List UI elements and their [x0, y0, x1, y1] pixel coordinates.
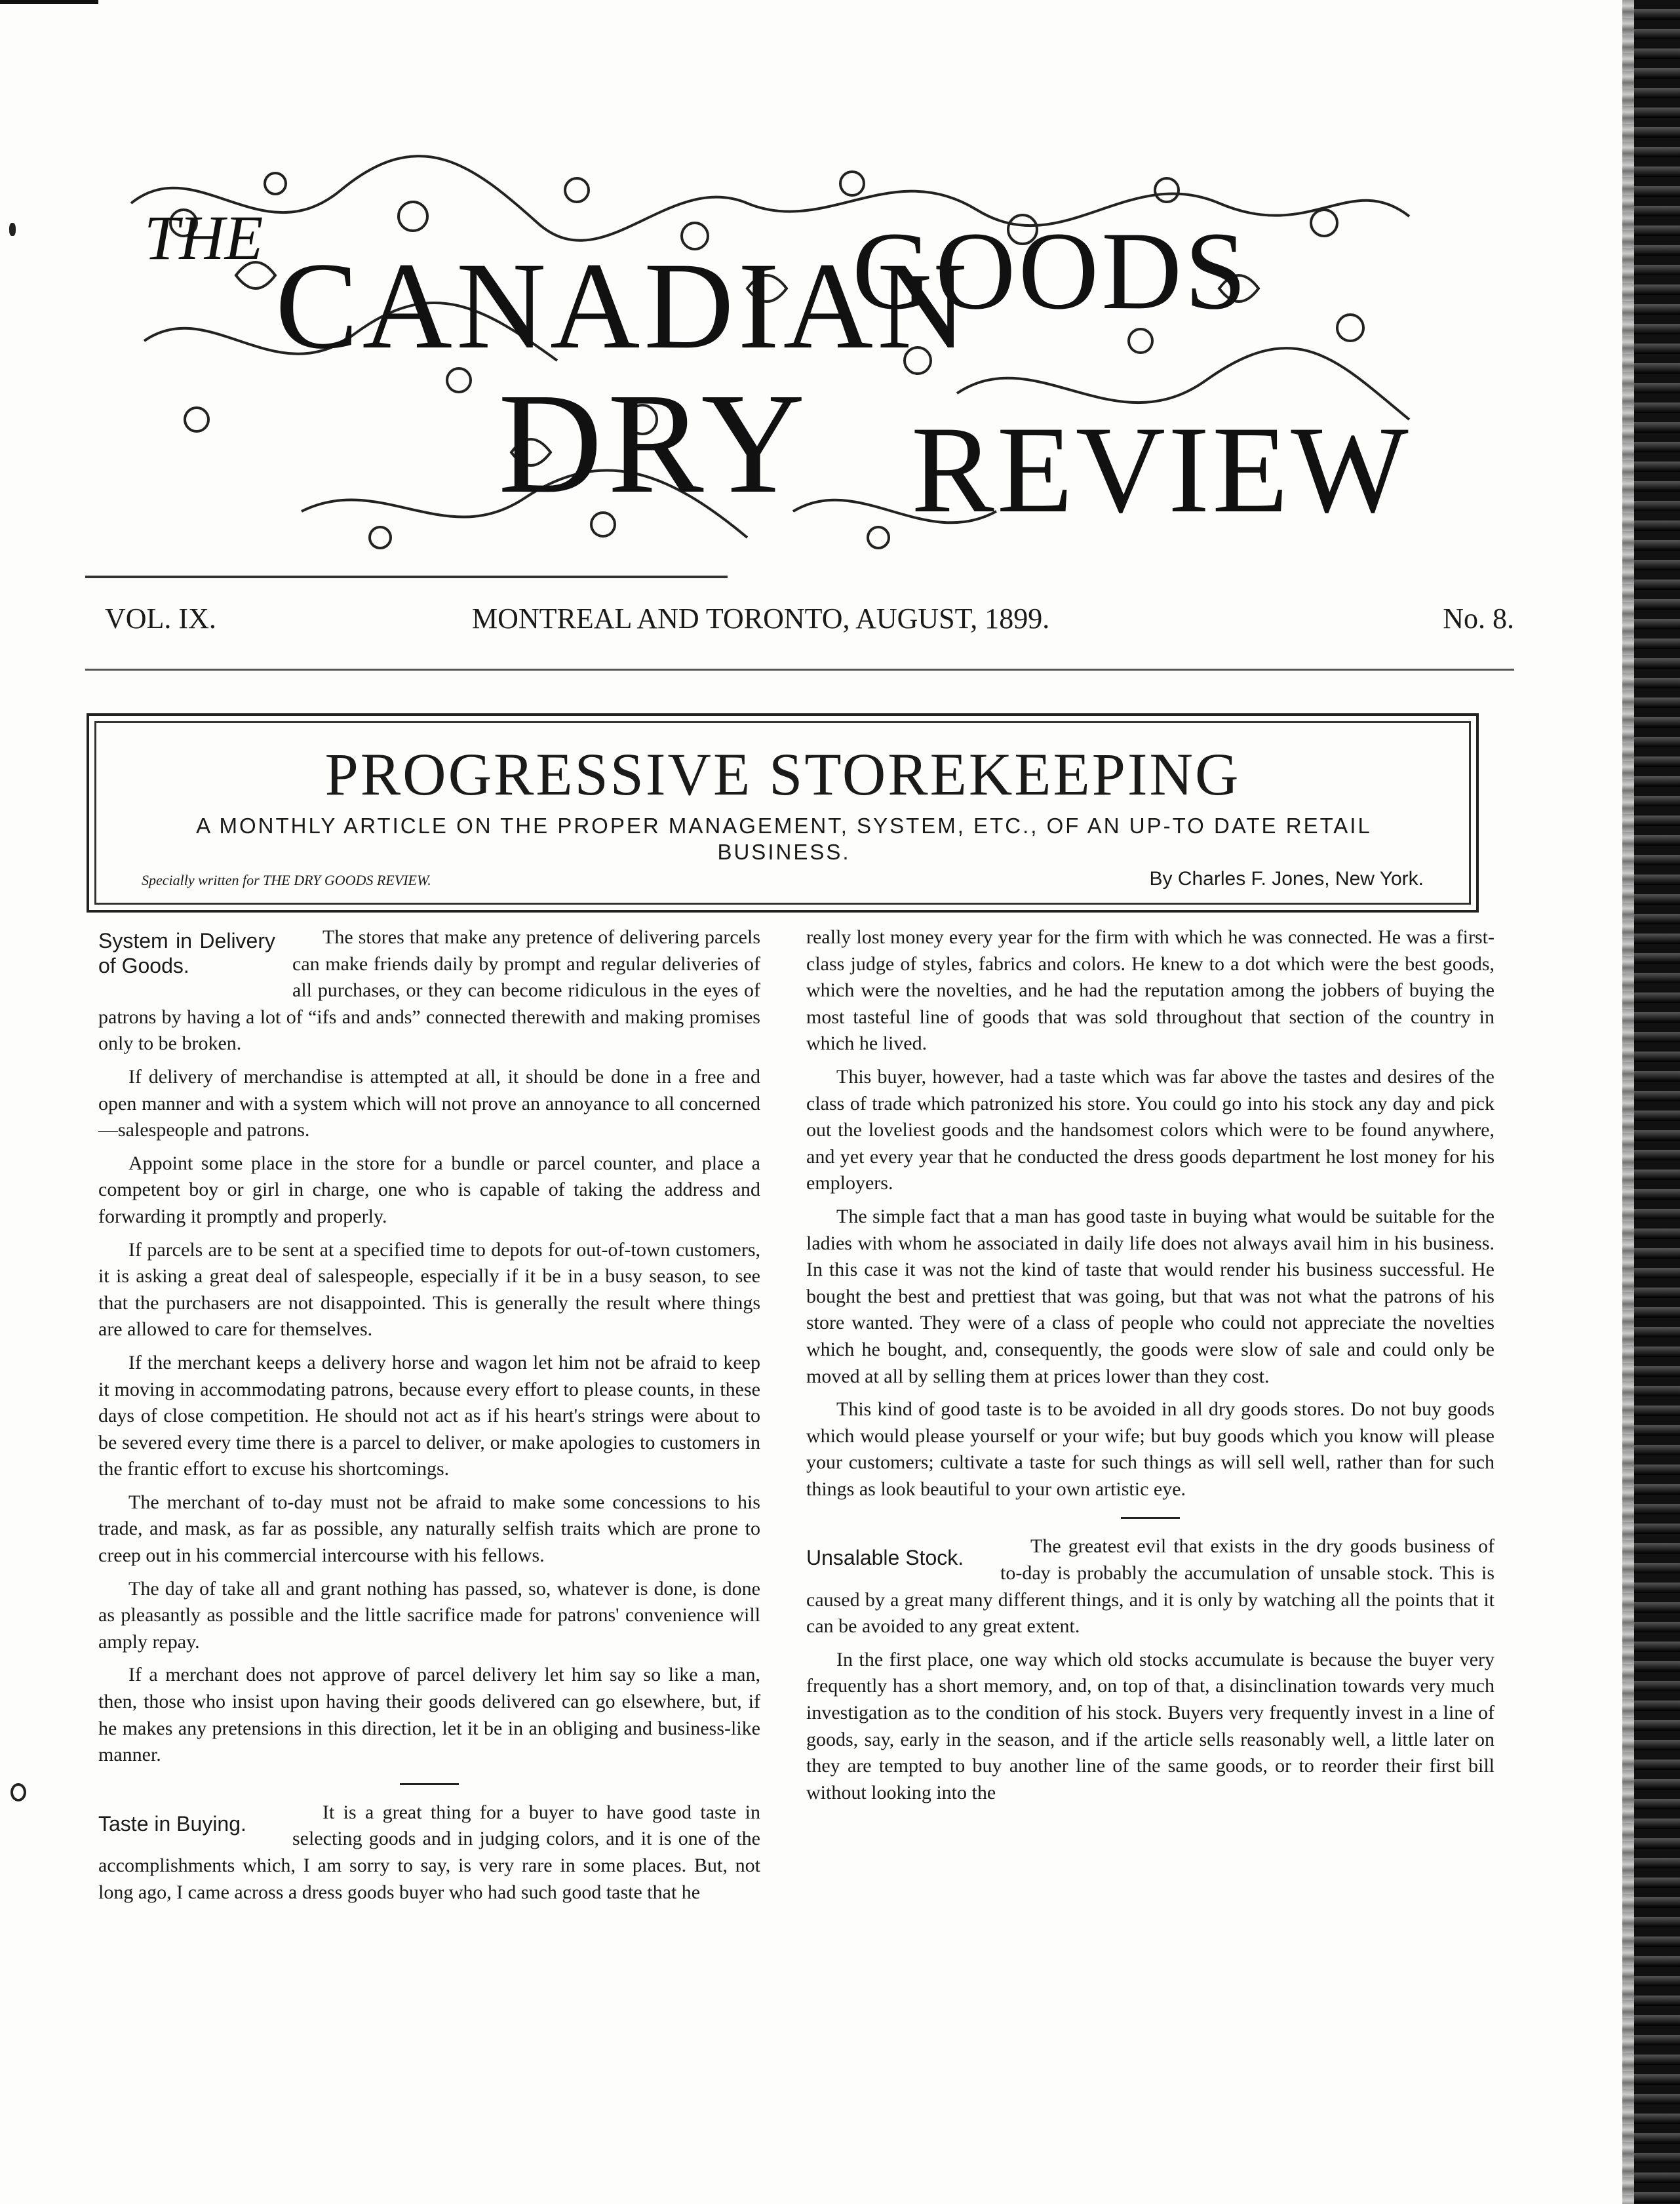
- scan-corner-mark: [0, 0, 98, 4]
- paragraph: This buyer, however, had a taste which was far above the tastes and desires of the class of trade which patronized his store. You could go into his stock any day and pick out the loveliest goods and the handsomest colors which were to be found anywhere, and yet every year that he conducted the dress goods department he lost money for his employers.: [806, 1065, 1494, 1194]
- issue-number-label: No. 8.: [1443, 602, 1514, 635]
- feature-title-box: [87, 713, 1479, 913]
- paragraph: The stores that make any pretence of delivering parcels can make friends daily by prompt and regular deliveries of all purchases, or they can become ridiculous in the eyes of patrons by having a lot of “ifs and ands” connected therewith and making promises only to be broken.: [98, 926, 760, 1055]
- paragraph: It is a great thing for a buyer to have good taste in selecting goods and in judging colors, and it is one of the accomplishments which, I am sorry to say, is very rare in some places. But, not long ago, I came across a dress goods buyer who had such good taste that he: [98, 1801, 760, 1903]
- paragraph: In the first place, one way which old stocks accumulate is because the buyer very frequently has a short memory, and, on top of that, a disinclination towards very much investigation as to the condition of his stock. Buyers very frequently invest in a line of goods, say, early in the season, and if the article sells reasonably well, a little later on they are tempted to buy another line of the same goods, or to reorder their first bill without looking into the: [806, 1648, 1494, 1803]
- masthead-review: REVIEW: [911, 401, 1411, 539]
- section-head-unsalable: Unsalable Stock.: [806, 1546, 964, 1570]
- section-head-delivery: System in Delivery of Goods.: [98, 929, 275, 977]
- feature-subtitle: A MONTHLY ARTICLE ON THE PROPER MANAGEMENT, SYSTEM, ETC., OF AN UP-TO DATE RETAIL BUSINESS.: [196, 814, 1372, 864]
- masthead-illustration: [105, 144, 1436, 570]
- paragraph: If delivery of merchandise is attempted at all, it should be done in a free and open manner and with a system which will not prove an annoyance to all concerned—salespeople and patrons.: [98, 1065, 760, 1141]
- paragraph: The simple fact that a man has good taste in buying what would be suitable for the ladies with whom he associated in daily life does not always avail him in his business. In this case it was not the kind of taste that would render his business successful. He bought the best and prettiest that was going, but that was not what the patrons of his store wanted. They were of a class of people who could not appreciate the novelties which he bought, and, consequently, the goods were slow of sale and could only be moved at all by selling them at prices lower than they cost.: [806, 1205, 1494, 1387]
- masthead-dry: DRY: [498, 363, 811, 523]
- masthead-canadian: CANADIAN: [275, 237, 971, 375]
- article-column-right: [806, 924, 1494, 1813]
- paragraph: The merchant of to-day must not be afraid to make some concessions to his trade, and mask, as far as possible, any naturally selfish traits which are prone to creep out in his commercial intercourse with his fellows.: [98, 1491, 760, 1567]
- paragraph: The day of take all and grant nothing has passed, so, whatever is done, is done as pleasantly as possible and the little sacrifice made for patrons' convenience will amply repay.: [98, 1577, 760, 1653]
- scan-binding-shadow: [1622, 0, 1634, 2204]
- article-column-left: [98, 924, 760, 1912]
- masthead-the: THE: [144, 203, 264, 273]
- issue-line: [85, 602, 1514, 641]
- paragraph: Appoint some place in the store for a bundle or parcel counter, and place a competent boy or girl in charge, one who is capable of taking the address and forwarding it promptly and properly.: [98, 1152, 760, 1227]
- feature-author: By Charles F. Jones, New York.: [1149, 868, 1424, 890]
- paragraph: really lost money every year for the firm with which he was connected. He was a first-class judge of styles, fabrics and colors. He knew to a dot which were the best goods, which were the novelties, and he had the reputation among the jobbers of buying the most tasteful line of goods that was sold throughout that section of the country in which he lived.: [806, 926, 1494, 1055]
- place-date-label: MONTREAL AND TORONTO, AUGUST, 1899.: [472, 602, 1050, 635]
- volume-label: VOL. IX.: [105, 602, 216, 635]
- paragraph: If parcels are to be sent at a specified time to depots for out-of-town customers, it is asking a great deal of salespeople, especially if it be in a busy season, to see that the purchasers are not disappointed. This is generally the result where things are allowed to care for themselves.: [98, 1238, 760, 1341]
- scan-speck: [9, 223, 16, 236]
- section-separator: [400, 1783, 459, 1785]
- feature-title: PROGRESSIVE STOREKEEPING: [324, 741, 1241, 808]
- issue-rule: [85, 669, 1514, 671]
- feature-credit: Specially written for THE DRY GOODS REVIEW.: [142, 872, 431, 888]
- scan-speck-ring: [10, 1783, 26, 1801]
- paragraph: If the merchant keeps a delivery horse and wagon let him not be afraid to keep it moving in accommodating patrons, because every effort to please counts, in these days of close competition. He should not act as if his heart's strings were about to be severed every time there is a parcel to deliver, or make apologies to customers in the frantic effort to excuse his shortcomings.: [98, 1351, 760, 1480]
- section-separator: [1121, 1517, 1180, 1519]
- paragraph: If a merchant does not approve of parcel delivery let him say so like a man, then, those who insist upon having their goods delivered can go elsewhere, but, if he makes any pretensions in this direction, let it be in an obliging and business-like manner.: [98, 1664, 760, 1766]
- paragraph: This kind of good taste is to be avoided in all dry goods stores. Do not buy goods which would please yourself or your wife; but buy goods which you know will please your customers; cultivate a taste for such things as will sell well, rather than for such things as look beautiful to your own artistic eye.: [806, 1398, 1494, 1500]
- section-head-taste: Taste in Buying.: [98, 1811, 246, 1836]
- masthead-goods: GOODS: [852, 209, 1249, 332]
- masthead-logo: [105, 144, 1436, 570]
- paragraph: The greatest evil that exists in the dry goods business of to-day is probably the accumulation of unsable stock. This is caused by a great many different things, and it is only by watching all the points that it can be avoided to any great extent.: [806, 1535, 1494, 1638]
- scan-binding-edge: [1634, 0, 1680, 2204]
- masthead-rule: [85, 576, 728, 578]
